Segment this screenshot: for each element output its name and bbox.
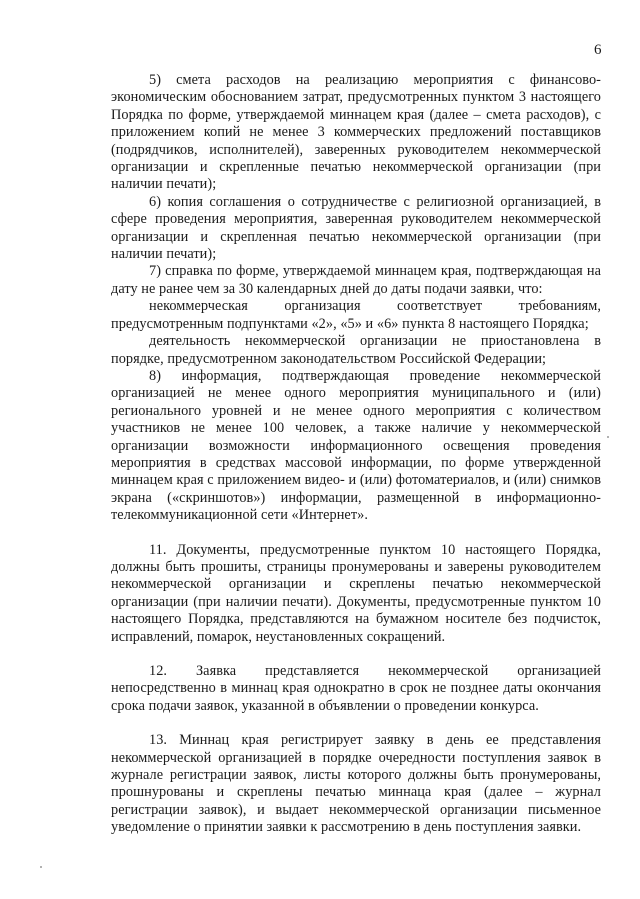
scan-speck	[40, 866, 42, 868]
paragraph-clause-13: 13. Миннац края регистрирует заявку в день ее представления некоммерческой организацией в порядке очередности поступления заявок в журнале регистрации заявок, листы которого должны быть пронумерованы, прошнурованы и скреплены печатью миннаца края (далее – журнал регистрации заявок), и выдает некоммерческой организации письменное уведомление о принятии заявки к рассмотрению в день поступления заявки.	[111, 732, 601, 836]
paragraph-item-8-information: 8) информация, подтверждающая проведение некоммерческой организацией не менее одного мероприятия муниципального и (или) регионального уровней и не менее одного мероприятия с количеством участников не менее 100 человек, а также наличие у некоммерческой организации возможности информационного освещения проведения мероприятия в средствах массовой информации, по форме утвержденной миннацем края с приложением видео- и (или) фотоматериалов, и (или) снимков экрана («скриншотов») информации, размещенной в информационно-телекоммуникационной сети «Интернет».	[111, 367, 601, 524]
paragraph-item-7-certificate: 7) справка по форме, утверждаемой миннацем края, подтверждающая на дату не ранее чем за 30 календарных дней до даты подачи заявки, что:	[111, 263, 601, 297]
paragraph-not-suspended: деятельность некоммерческой организации не приостановлена в порядке, предусмотренном законодательством Российской Федерации;	[111, 333, 601, 367]
paragraph-item-5-estimate: 5) смета расходов на реализацию мероприятия с финансово-экономическим обоснованием затрат, предусмотренных пунктом 3 настоящего Порядка по форме, утверждаемой миннацем края (далее – смета расходов), с приложением копий не менее 3 коммерческих предложений поставщиков (подрядчиков, исполнителей), заверенных руководителем некоммерческой организации и скрепленные печатью некоммерческой организации (при наличии печати);	[111, 72, 601, 193]
scan-speck	[607, 436, 609, 438]
document-body	[111, 72, 601, 837]
paragraph-requirements: некоммерческая организация соответствует требованиям, предусмотренным подпунктами «2», «5» и «6» пункта 8 настоящего Порядка;	[111, 298, 601, 332]
page-number: 6	[594, 42, 602, 58]
paragraph-clause-12: 12. Заявка представляется некоммерческой организацией непосредственно в миннац края однократно в срок не позднее даты окончания срока подачи заявок, указанной в объявлении о проведении конкурса.	[111, 663, 601, 714]
paragraph-item-6-agreement: 6) копия соглашения о сотрудничестве с религиозной организацией, в сфере проведения мероприятия, заверенная руководителем некоммерческой организации и скрепленная печатью некоммерческой организации (при наличии печати);	[111, 193, 601, 263]
paragraph-clause-11: 11. Документы, предусмотренные пунктом 10 настоящего Порядка, должны быть прошиты, страницы пронумерованы и заверены руководителем некоммерческой организации и скреплены печатью некоммерческой организации (при наличии печати). Документы, предусмотренные пунктом 10 настоящего Порядка, представляются на бумажном носителе без подчисток, исправлений, помарок, неустановленных сокращений.	[111, 541, 601, 645]
